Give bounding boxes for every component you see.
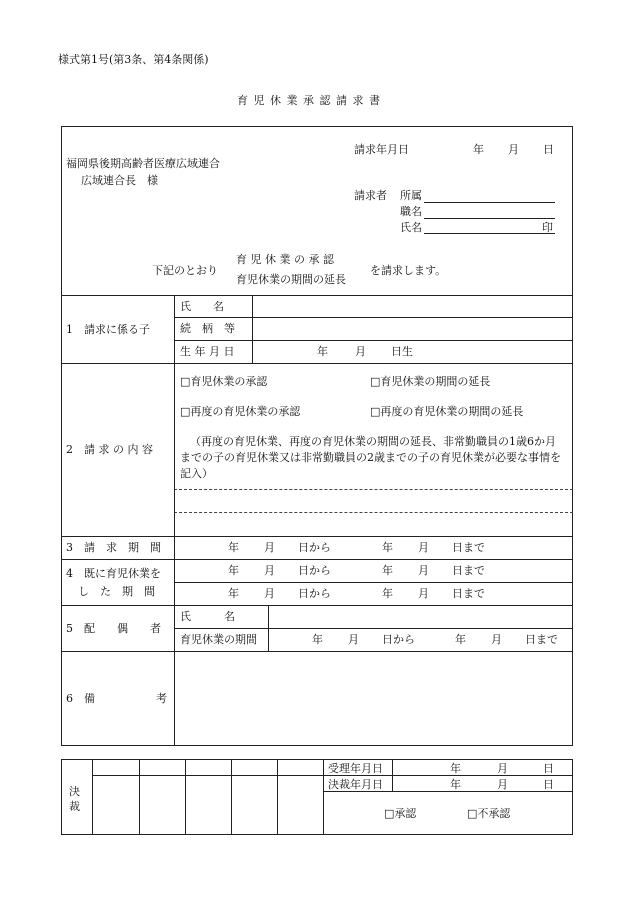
column-divider [323,759,324,835]
sec3-from-year: 年 [228,541,239,554]
received-date-label: 受理年月日 [328,762,383,775]
sec4-r1-to-year: 年 [382,564,393,577]
sec6-label-end: 考 [156,692,167,705]
sec3-to-month: 月 [418,541,429,554]
seal-mark: 印 [542,221,553,234]
column-divider [392,759,393,791]
option-extension: 育児休業の期間の延長 [236,273,346,286]
sec4-label-line2: し た 期 間 [78,585,155,598]
row-divider [61,363,573,364]
row-divider [61,559,573,560]
form-number: 様式第1号(第3条、第4条関係) [58,53,209,66]
addressee-line2: 広域連合長 様 [81,174,158,187]
decided-month: 月 [497,778,508,791]
row-divider [92,775,323,776]
sec3-label: 3 請 求 期 間 [66,541,161,554]
birth-day: 日生 [391,345,413,358]
column-divider [277,759,278,835]
intro-right: を請求します。 [370,264,447,277]
sec5-from-month: 月 [348,633,359,646]
row-divider [174,317,573,318]
checkbox-approve[interactable]: □承認 [384,807,417,820]
received-day: 日 [543,762,554,775]
checkbox-approval[interactable]: □育児休業の承認 [180,375,268,388]
sec2-note: （再度の育児休業、再度の育児休業の期間の延長、非常勤職員の1歳6か月までの子の育児休業又は非常勤職員の2歳までの子の育児休業が必要な事情を記入） [180,435,561,480]
sec5-label: 5 配 偶 者 [66,622,161,635]
row-divider [323,775,573,776]
column-divider [174,295,175,746]
child-birth-label: 生 年 月 日 [180,345,235,358]
addressee-line1: 福岡県後期高齢者医療広域連合 [66,157,220,170]
row-divider [174,582,573,583]
row-divider [61,295,573,296]
affiliation-label: 所属 [400,189,422,202]
decided-day: 日 [543,778,554,791]
birth-month: 月 [355,345,366,358]
option-approval: 育 児 休 業 の 承 認 [236,253,334,266]
sec3-from-day: 日から [298,541,331,554]
request-date-year: 年 [473,143,484,156]
sec4-r2-from-month: 月 [264,587,275,600]
column-divider [185,759,186,835]
sec5-from-year: 年 [312,633,323,646]
child-relation-label: 続 柄 等 [180,322,235,335]
name-label: 氏名 [400,221,422,234]
sec4-r1-to-day: 日まで [452,564,485,577]
spouse-period-label: 育児休業の期間 [180,633,257,646]
row-divider [61,536,573,537]
sec4-r1-from-month: 月 [264,564,275,577]
sec3-from-month: 月 [264,541,275,554]
sec6-label-num: 6 備 [66,692,95,705]
affiliation-field[interactable] [424,202,555,203]
intro-left: 下記のとおり [152,264,218,277]
dashed-line [174,489,573,490]
decided-date-label: 決裁年月日 [328,778,383,791]
column-divider [268,605,269,651]
column-divider [92,759,93,835]
row-divider [61,605,573,606]
dashed-line [174,512,573,513]
position-field[interactable] [424,218,555,219]
spouse-name-label: 氏 名 [180,610,235,623]
sec4-r1-from-day: 日から [298,564,331,577]
sec4-r2-from-year: 年 [228,587,239,600]
name-field[interactable] [424,233,555,234]
checkbox-extension[interactable]: □育児休業の期間の延長 [370,375,491,388]
sec4-label-line1: 4 既に育児休業を [66,567,161,580]
row-divider [174,340,573,341]
sec1-label: 1 請求に係る子 [66,323,150,336]
sec3-to-year: 年 [382,541,393,554]
column-divider [139,759,140,835]
sec4-r2-to-year: 年 [382,587,393,600]
requester-label: 請求者 [354,189,387,202]
column-divider [252,295,253,363]
sec4-r2-from-day: 日から [298,587,331,600]
remarks-field[interactable] [176,653,571,744]
row-divider [61,651,573,652]
position-label: 職名 [400,205,422,218]
sec4-r2-to-month: 月 [418,587,429,600]
decision-label: 決裁 [69,785,80,813]
request-date-label: 請求年月日 [354,143,409,156]
checkbox-reject[interactable]: □不承認 [467,807,511,820]
form-title: 育 児 休 業 承 認 請 求 書 [237,94,381,107]
sec4-r2-to-day: 日まで [452,587,485,600]
row-divider [174,628,573,629]
sec4-r1-to-month: 月 [418,564,429,577]
received-year: 年 [450,762,461,775]
request-date-day: 日 [543,143,554,156]
sec2-label: 2 請 求 の 内 容 [66,443,153,456]
sec5-to-month: 月 [491,633,502,646]
request-date-month: 月 [508,143,519,156]
child-name-label: 氏 名 [180,300,224,313]
column-divider [231,759,232,835]
row-divider [323,791,573,792]
decided-year: 年 [450,778,461,791]
birth-year: 年 [317,345,328,358]
sec4-r1-from-year: 年 [228,564,239,577]
sec5-to-year: 年 [455,633,466,646]
sec5-from-day: 日から [382,633,415,646]
checkbox-again-extension[interactable]: □再度の育児休業の期間の延長 [370,405,524,418]
sec3-to-day: 日まで [452,541,485,554]
checkbox-again-approval[interactable]: □再度の育児休業の承認 [180,405,301,418]
received-month: 月 [497,762,508,775]
sec5-to-day: 日まで [525,633,558,646]
